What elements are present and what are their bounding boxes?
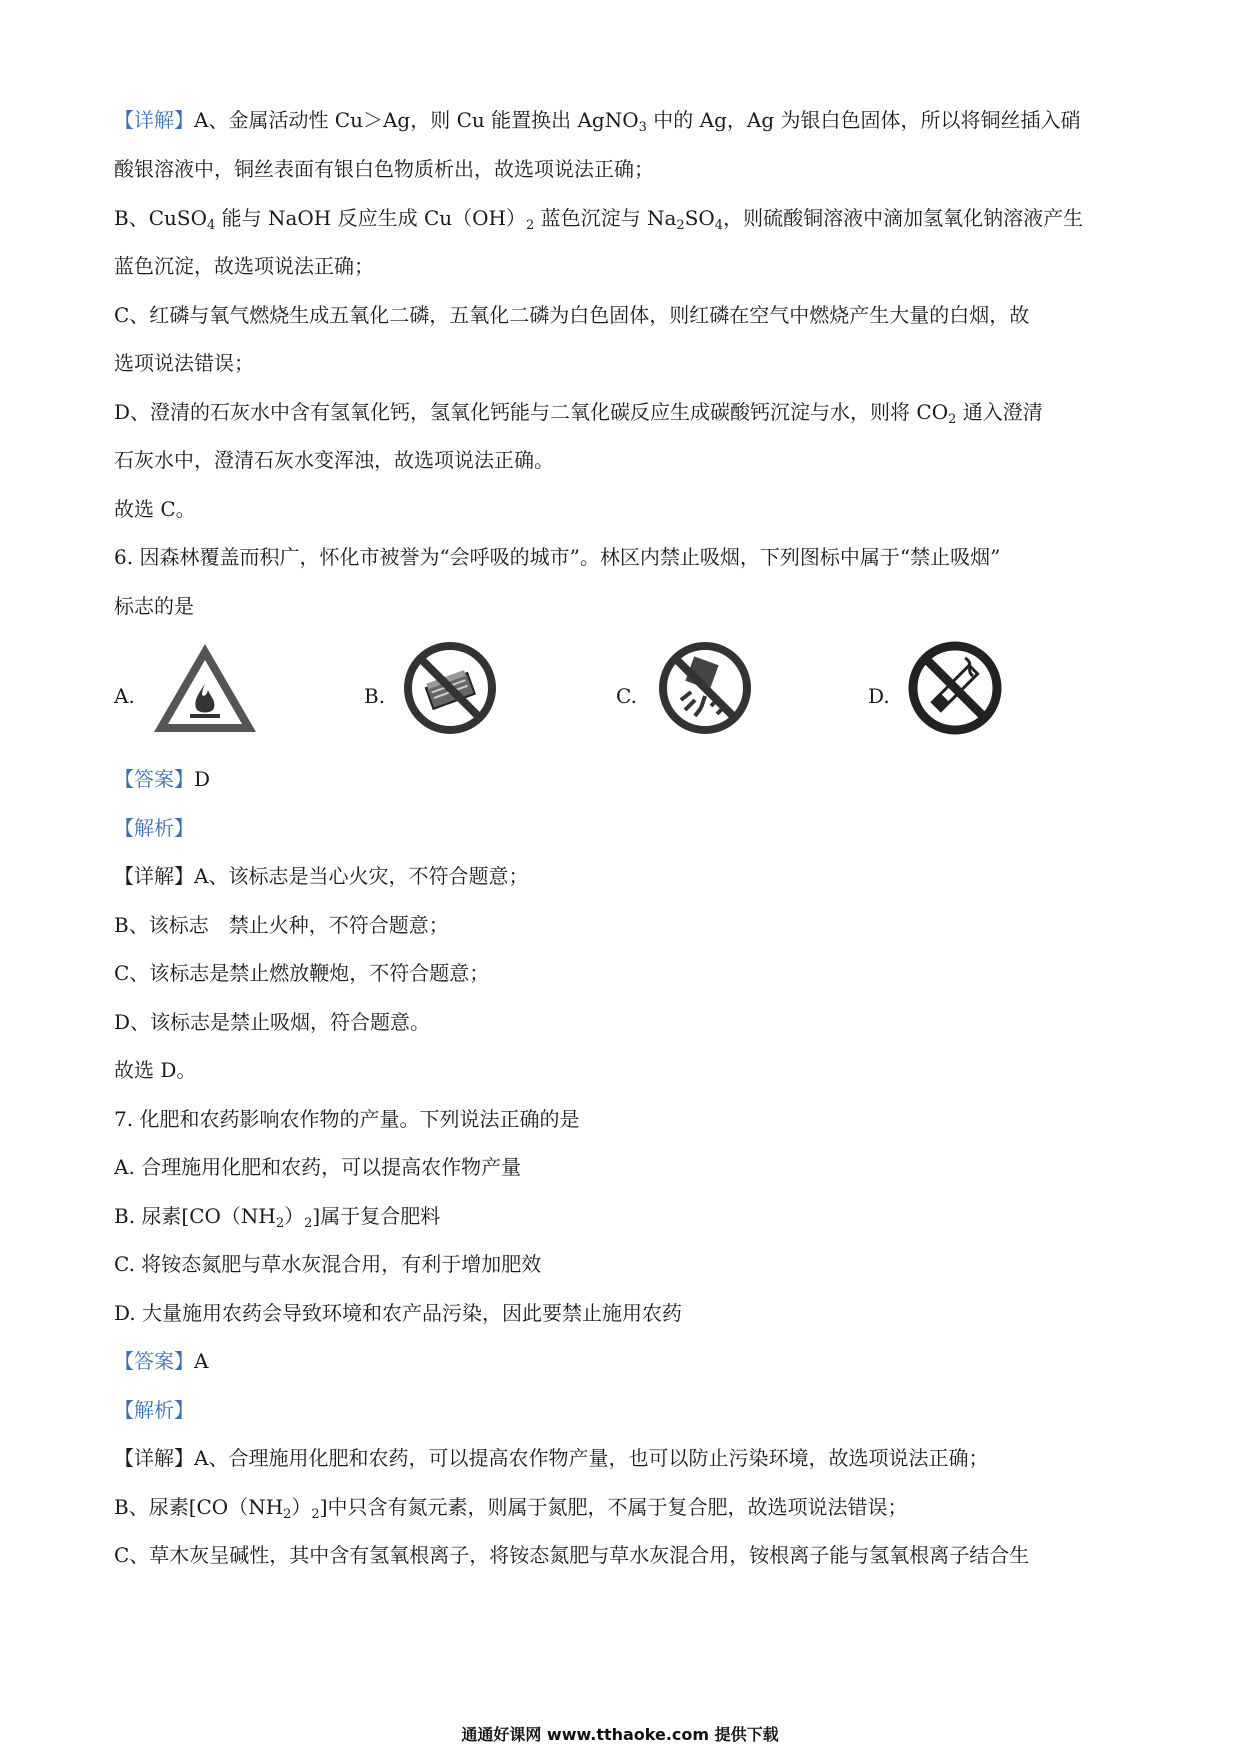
q6-option-b-label: B. (364, 684, 386, 708)
q7-option-b: B. 尿素$[CO(NH_2)_2]$属于复合肥料 (114, 1204, 441, 1231)
q5-detail-d-line1: D、澄清的石灰水中含有氢氧化钙，氢氧化钙能与二氧化碳反应生成碳酸钙沉淀与水，则将 $CO_2$ 通入澄清 (114, 400, 1043, 427)
no-fireworks-icon (655, 638, 755, 738)
q5-detail-a-line1: 【详解】A、金属活动性 Cu＞Ag，则 Cu 能置换出 AgNO$_3$ 中的 Ag，Ag 为银白色固体，所以将铜丝插入硝 (114, 108, 1081, 135)
q6-option-d-label: D. (868, 684, 890, 708)
no-smoking-icon (905, 638, 1005, 738)
q7-stem: 7. 化肥和农药影响农作物的产量。下列说法正确的是 (114, 1107, 580, 1131)
footer-source: 通通好课网 www.tthaoke.com 提供下载 (461, 1725, 779, 1744)
answer-tag: 【答案】 (114, 767, 194, 791)
q6-stem-line2: 标志的是 (114, 594, 194, 618)
q5-choice: 故选 C。 (114, 497, 196, 521)
q6-detail-c: C、该标志是禁止燃放鞭炮，不符合题意； (114, 961, 490, 985)
q7-option-c: C. 将铵态氮肥与草水灰混合用，有利于增加肥效 (114, 1252, 542, 1276)
q7-detail-a: 【详解】A、合理施用化肥和农药，可以提高农作物产量，也可以防止污染环境，故选项说法正确； (114, 1446, 989, 1470)
q7-detail-c: C、草木灰呈碱性，其中含有氢氧根离子，将铵态氮肥与草水灰混合用，铵根离子能与氢氧根离子结合生 (114, 1543, 1030, 1567)
q7-answer (114, 1347, 208, 1375)
q6-detail-a: 【详解】A、该标志是当心火灾，不符合题意； (114, 864, 529, 888)
no-matches-icon (400, 638, 500, 738)
q5-detail-b-line2: 蓝色沉淀，故选项说法正确； (114, 254, 374, 278)
q6-stem-line1: 6. 因森林覆盖而积广，怀化市被誉为“会呼吸的城市”。林区内禁止吸烟，下列图标中属于“禁止吸烟” (114, 545, 1001, 569)
q6-answer (114, 765, 210, 793)
q6-analysis-tag: 【解析】 (114, 816, 194, 840)
q6-detail-b: B、该标志 禁止火种，不符合题意； (114, 913, 449, 937)
q7-option-d: D. 大量施用农药会导致环境和农产品污染，因此要禁止施用农药 (114, 1301, 683, 1325)
q6-detail-d: D、该标志是禁止吸烟，符合题意。 (114, 1010, 431, 1034)
q6-option-a-label: A. (114, 684, 135, 708)
answer-tag: 【答案】 (114, 1349, 194, 1373)
q7-option-a: A. 合理施用化肥和农药，可以提高农作物产量 (114, 1155, 522, 1179)
detail-tag: 【详解】 (114, 108, 194, 132)
answer-value: A (194, 1349, 209, 1373)
q5-detail-d-line2: 石灰水中，澄清石灰水变浑浊，故选项说法正确。 (114, 448, 554, 472)
fire-warning-icon (150, 640, 260, 736)
q5-detail-c-line1: C、红磷与氧气燃烧生成五氧化二磷，五氧化二磷为白色固体，则红磷在空气中燃烧产生大量的白烟，故 (114, 303, 1030, 327)
q5-detail-b-line1: B、CuSO$_4$ 能与 NaOH 反应生成 $Cu(OH)_2$ 蓝色沉淀与 $Na_2SO_4$，则硫酸铜溶液中滴加氢氧化钠溶液产生 (114, 206, 1084, 233)
q7-analysis-tag: 【解析】 (114, 1398, 194, 1422)
answer-value: D (194, 767, 211, 791)
q6-choice: 故选 D。 (114, 1058, 197, 1082)
q5-detail-c-line2: 选项说法错误； (114, 351, 254, 375)
q6-option-c-label: C. (616, 684, 637, 708)
q5-detail-a-line2: 酸银溶液中，铜丝表面有银白色物质析出，故选项说法正确； (114, 157, 654, 181)
q7-detail-b: B、尿素$[CO(NH_2)_2]$中只含有氮元素，则属于氮肥，不属于复合肥，故选项说法错误； (114, 1495, 908, 1522)
